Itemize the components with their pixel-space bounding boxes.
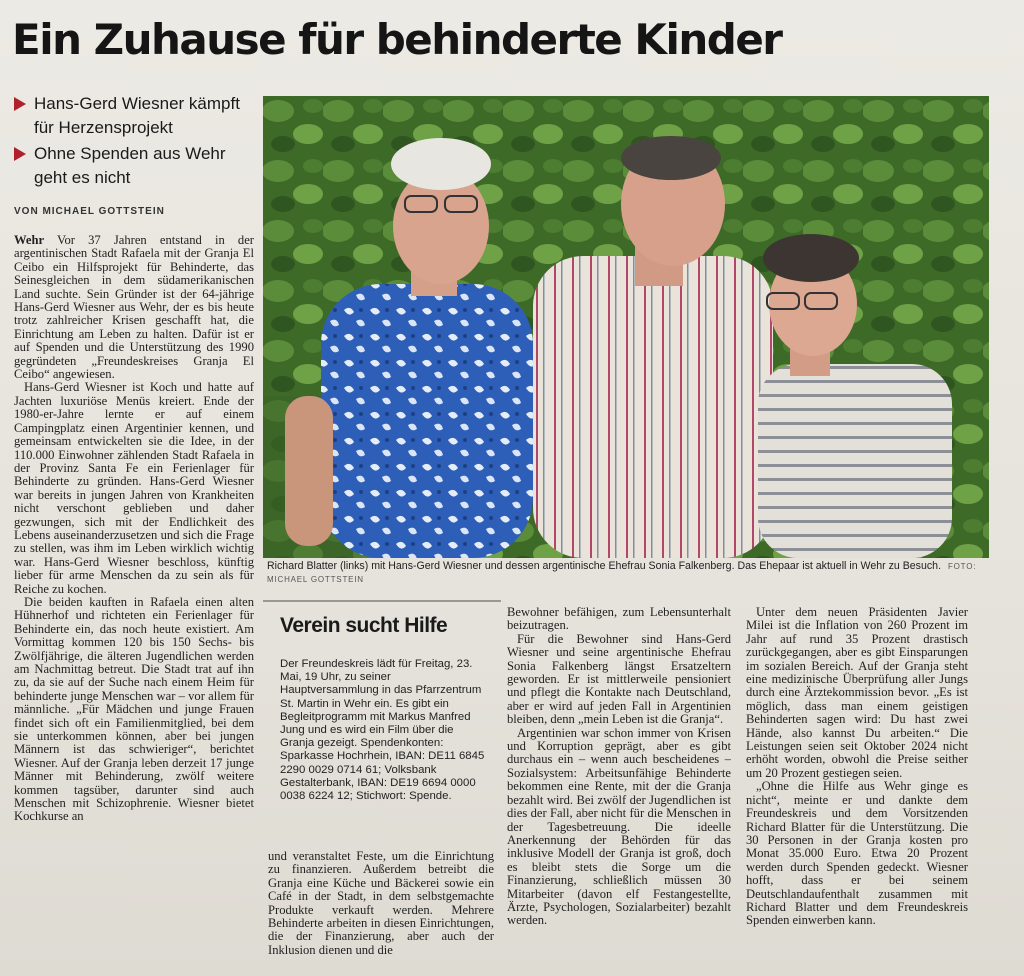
teaser-bullets: [14, 92, 259, 192]
teaser-bullet: [14, 92, 259, 140]
article-photo: [263, 96, 989, 558]
info-box-body: Der Freundeskreis lädt für Freitag, 23. Mai, 19 Uhr, zu seiner Hauptversammlung in das Pfarrzentrum St. Martin in Wehr ein. Es gibt ein Begleitprogramm mit Markus Manfred Jung und es wird ein Film über die Granja gezeigt. Spendenkonten: Sparkasse Hochrhein, IBAN: DE11 6845 2290 0029 0714 61; Volksbank Gestalterbank, IBAN: DE19 6694 0000 0038 6224 12; Stichwort: Spende.: [280, 658, 485, 803]
photo-illustration: [263, 96, 989, 558]
arrow-bullet-icon: [14, 147, 26, 161]
article-column-4: [746, 606, 968, 964]
dateline: Wehr: [14, 234, 45, 247]
arrow-bullet-icon: [14, 97, 26, 111]
article-column-1: [14, 234, 254, 964]
info-box-title: Verein sucht Hilfe: [280, 614, 448, 637]
teaser-text: Ohne Spenden aus Wehr geht es nicht: [34, 144, 226, 187]
article-column-2: [268, 850, 494, 965]
caption-text: Richard Blatter (links) mit Hans-Gerd Wiesner und dessen argentinische Ehefrau Sonia Falkenberg. Das Ehepaar ist aktuell in Wehr zu Besuch.: [267, 560, 942, 572]
article-paragraph: Für die Bewohner sind Hans-Gerd Wiesner und seine argentinische Ehefrau Sonia Falkenberg längst Ersatzeltern geworden. Er ist mittlerweile pensioniert und pflegt die Kontakte nach Deutschland, aber er wird auf jeden Fall in Argentinien bleiben, denn „mein Leben ist die Granja“.: [507, 631, 731, 727]
info-box: [270, 606, 496, 803]
teaser-bullet: [14, 142, 259, 190]
teaser-text: Hans-Gerd Wiesner kämpft für Herzensprojekt: [34, 94, 240, 137]
photo-credit: FOTO: MICHAEL GOTTSTEIN: [267, 562, 977, 584]
article-paragraph: „Ohne die Hilfe aus Wehr ginge es nicht“, meinte er und dankte dem Freundeskreis und dem Vorsitzenden Richard Blatter für die Unterstützung. Die 30 Personen in der Granja kosten pro Monat 35.000 Euro. Etwa 20 Prozent werden durch Spenden gedeckt. Wiesner hofft, dass er bei seinem Deutschlandaufenthalt zusammen mit Richard Blatter und dem Freundeskreis Spenden einwerben kann.: [746, 779, 968, 928]
paragraph-text: Vor 37 Jahren entstand in der argentinischen Stadt Rafaela mit der Granja El Ceibo ein Hilfsprojekt für Behinderte, das Seinesgleichen in dem südamerikanischen Land suchte. Sein Gründer ist der 64-jährige Hans-Gerd Wiesner aus Wehr, der es bis heute trotz zahlreicher Krisen geschafft hat, die Einrichtung am Leben zu halten. Dafür ist er auf Spenden und die Unterstützung des 1990 gegründeten „Freundeskreises Granja El Ceibo“ angewiesen.: [14, 234, 254, 382]
divider: [263, 600, 501, 602]
headline: Ein Zuhause für behinderte Kinder: [12, 15, 782, 64]
byline: VON MICHAEL GOTTSTEIN: [14, 206, 165, 217]
article-paragraph: Die beiden kauften in Rafaela einen alten Hühnerhof und richteten ein Ferienlager für Behinderte ein, das noch heute existiert. Am Vormittag kommen 120 bis 150 Sechs- bis Zwölfjährige, die älteren Jugendlichen werden am Nachmittag betreut. Die Stadt trat auf ihn zu, da sie auf der Suche nach einem Heim für behinderte junge Menschen war – vor allem für männliche. „Für Mädchen und junge Frauen findet sich oft ein Familienmitglied, bei dem sie unterkommen können, aber bei jungen Männern ist das schwieriger“, berichtet Wiesner. Auf der Granja leben derzeit 17 junge Männer mit Behinderung, zwölf weitere kommen tagsüber, darunter sind auch Menschen mit Schizophrenie. Wiesner bietet Kochkurse an: [14, 594, 254, 824]
article-paragraph: und veranstaltet Feste, um die Einrichtung zu finanzieren. Außerdem betreibt die Granja eine Küche und Bäckerei sowie ein Café in der Stadt, in dem selbstgemachte Produkte verkauft werden. Mehrere Behinderte arbeiten in diesen Einrichtungen, die der Finanzierung, aber auch der Inklusion dienen und die: [268, 850, 494, 957]
article-paragraph: Bewohner befähigen, zum Lebensunterhalt beizutragen.: [507, 606, 731, 633]
article-paragraph: Unter dem neuen Präsidenten Javier Milei ist die Inflation von 260 Prozent im Jahr auf rund 35 Prozent drastisch zurückgegangen, aber es gibt Einsparungen im sozialen Bereich. Auf der Granja steht eine medizinische Überprüfung aller Jungs durch eine Ärztekommission bevor. „Es ist möglich, dass man einem geistigen Behinderten sagen wird: Du hast zwei Hände, also kannst Du arbeiten.“ Die Leistungen seien seit Oktober 2024 nicht erhöht worden, obwohl die Preise seither um 20 Prozent gestiegen seien.: [746, 606, 968, 780]
article-paragraph: Argentinien war schon immer von Krisen und Korruption geprägt, aber es gibt durchaus ein – wenn auch bescheidenes – Sozialsystem: Arbeitsunfähige Behinderte bekommen eine Rente, mit der die Granja bezahlt wird. Bei zwölf der Jugendlichen ist dies der Fall, aber nicht für die Menschen in der Tagesbetreuung. Die ideelle Anerkennung der Behörden für das inklusive Modell der Granja ist groß, doch es bleibt stets die Sorge um die Finanzierung, schließlich müssen 30 Mitarbeiter (davon elf Festangestellte, Ärzte, Psychologen, Sozialarbeiter) bezahlt werden.: [507, 725, 731, 928]
photo-caption: [267, 560, 987, 586]
article-column-3: [507, 606, 731, 964]
article-paragraph: Hans-Gerd Wiesner ist Koch und hatte auf Jachten luxuriöse Menüs kreiert. Ende der 1980-er-Jahre lernte er auf einem Campingplatz einen Argentinier kennen, und gemeinsam entwickelten sie die Idee, in der 110.000 Einwohner zählenden Stadt Rafaela in der Provinz Santa Fe ein Ferienlager für Behinderte zu gründen. Hans-Gerd Wiesner war bereits in jungen Jahren von Krankheiten nicht verschont geblieben und daher gezwungen, sich mit der Endlichkeit des Lebens auseinanderzusetzen und sich die Frage zu stellen, was ihm im Leben wirklich wichtig war. Hans-Gerd Wiesner beschloss, künftig lieber für arme Menschen da zu sein als für Reiche zu kochen.: [14, 380, 254, 596]
article-paragraph: [14, 234, 254, 381]
